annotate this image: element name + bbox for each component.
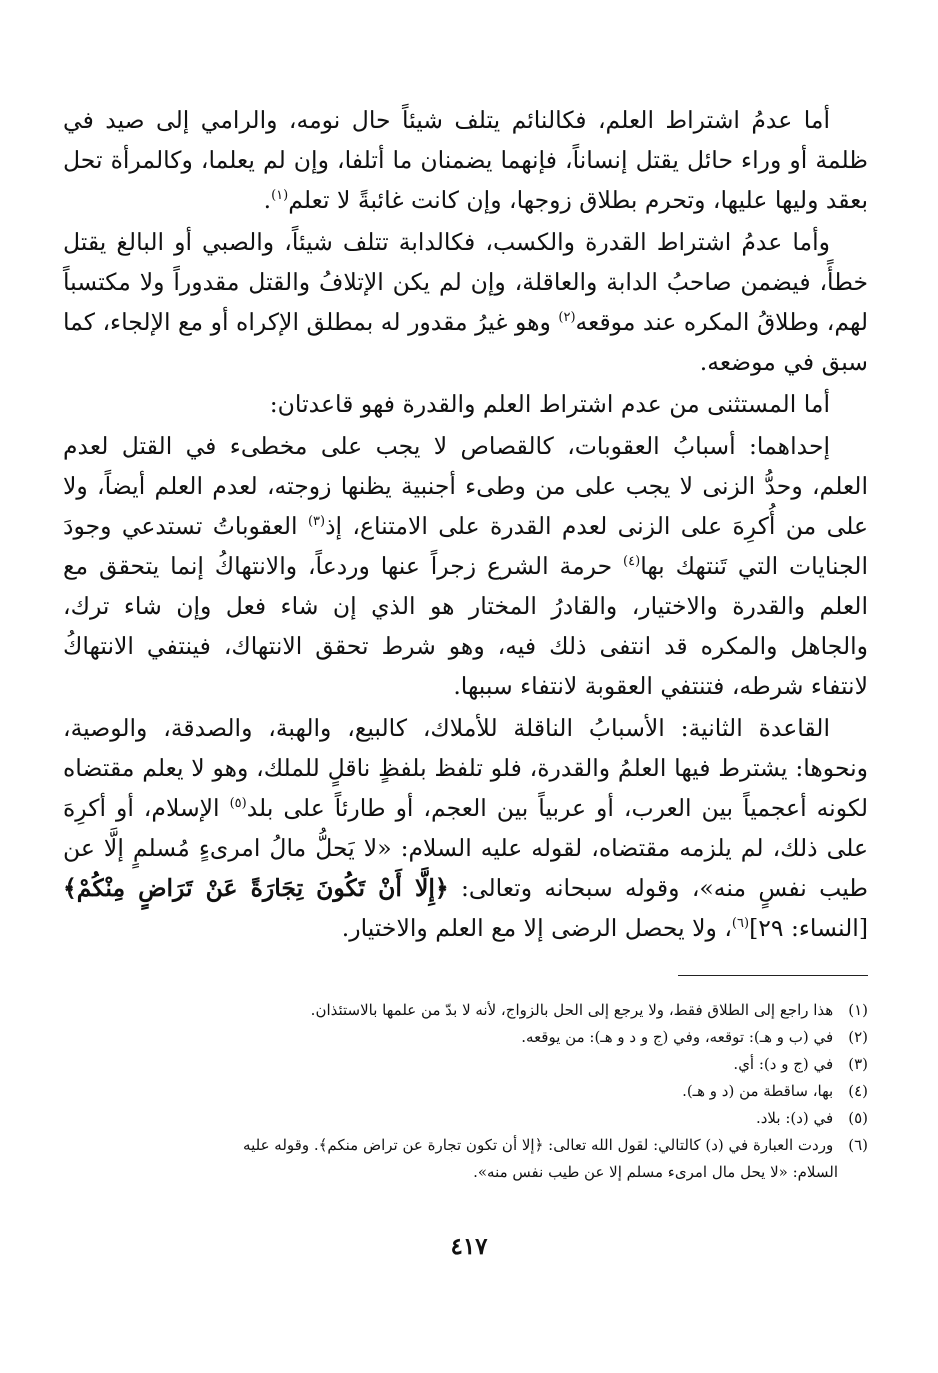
paragraph-5-text-a: القاعدة الثانية: الأسبابُ الناقلة للأملاك، كالبيع، والهبة، والصدقة، والوصية، ونحوها: يشترط فيها العلمُ والقدرة، فلو تلفظ بلفظٍ ناقلٍ للملك، وهو لا يعلم مقتضاه لكونه أعجمياً بين العرب، أو عربياً بين العجم، أو طارئاً على بلد	[63, 714, 868, 822]
footnote-ref-3[interactable]: (٣)	[307, 514, 326, 530]
paragraph-1-text-b: .	[263, 186, 272, 214]
paragraph-5-text-d: ، ولا يحصل الرضى إلا مع العلم والاختيار.	[341, 914, 732, 942]
paragraph-5-text-b: الإسلام، أو أكرِهَ على ذلك، لم يلزمه مقتضاه، لقوله عليه السلام: «لا يَحلُّ مالُ امرىءٍ مُسلمٍ إلَّا عن طيب نفسٍ منه»، وقوله سبحانه وتعالى:	[63, 794, 868, 902]
footnote-number: (٥)	[848, 1109, 868, 1127]
footnote-text: في (ب و هـ): توقعه، وفي (ج و د و هـ): من يوقعه.	[521, 1028, 834, 1046]
paragraph-2-text-b: وهو غيرُ مقدور له بمطلق الإكراه أو مع الإلجاء، كما سبق في موضعه.	[63, 308, 868, 376]
footnote-6-continuation: السلام: «لا يحل مال امرىء مسلم إلا عن طيب نفس منه».	[473, 1163, 838, 1181]
footnote-5	[63, 1105, 868, 1132]
paragraph-2	[63, 222, 868, 382]
footnote-text: بها، ساقطة من (د و هـ).	[682, 1082, 834, 1100]
footnote-text: في (د): بلاد.	[755, 1109, 834, 1127]
footnote-ref-6[interactable]: (٦)	[731, 916, 750, 932]
paragraph-4-text-c: حرمة الشرع زجراً عنها وردعاً، والانتهاكُ إنما يتحقق مع العلم والقدرة والاختيار، والقادرُ المختار هو الذي إن شاء فعل وإن شاء ترك، والجاهل والمكره قد انتفى ذلك فيه، وهو شرط تحقق الانتهاك، فينتفي الانتهاكُ لانتفاء شرطه، فتنتفي العقوبة لانتفاء سببها.	[63, 552, 868, 700]
footnote-ref-4[interactable]: (٤)	[623, 554, 641, 570]
footnote-number: (٢)	[848, 1028, 868, 1046]
footnote-ref-1[interactable]: (١)	[271, 188, 289, 204]
main-text-body	[63, 100, 868, 950]
footnote-separator	[678, 975, 868, 976]
paragraph-1	[63, 100, 868, 220]
page-number: ٤١٧	[450, 1233, 488, 1260]
paragraph-5	[63, 708, 868, 948]
footnote-text: في (ج و د): أي.	[733, 1055, 834, 1073]
footnote-ref-2[interactable]: (٢)	[558, 310, 576, 326]
footnote-number: (٣)	[848, 1055, 868, 1073]
footnotes-section	[63, 997, 868, 1186]
footnote-number: (٦)	[848, 1136, 868, 1154]
footnote-text: هذا راجع إلى الطلاق فقط، ولا يرجع إلى الحل بالزواج، لأنه لا بدّ من علمها بالاستئذان.	[310, 1001, 834, 1019]
footnote-text: وردت العبارة في (د) كالتالي: لقول الله تعالى: ﴿إلا أن تكون تجارة عن تراض منكم﴾. وقوله عليه	[243, 1136, 834, 1154]
footnote-ref-5[interactable]: (٥)	[229, 796, 247, 812]
footnote-2	[63, 1024, 868, 1051]
footnote-1	[63, 997, 868, 1024]
footnote-3	[63, 1051, 868, 1078]
paragraph-4	[63, 426, 868, 706]
paragraph-1-text-a: أما عدمُ اشتراط العلم، فكالنائم يتلف شيئاً حال نومه، والرامي إلى صيد في ظلمة أو وراء حائل يقتل إنساناً، فإنهما يضمنان ما أتلفا، وإن لم يعلما، وكالمرأة تحل بعقد وليها عليها، وتحرم بطلاق زوجها، وإن كانت غائبةً لا تعلم	[63, 106, 868, 214]
paragraph-4-text-b: العقوباتُ تستدعي وجودَ الجنايات التي تَنتهك بها	[63, 512, 868, 580]
paragraph-3: أما المستثنى من عدم اشتراط العلم والقدرة فهو قاعدتان:	[269, 390, 830, 418]
paragraph-2-text-a: وأما عدمُ اشتراط القدرة والكسب، فكالدابة تتلف شيئاً، والصبي أو البالغ يقتل خطأً، فيضمن صاحبُ الدابة والعاقلة، وإن لم يكن الإتلافُ والقتل مقدوراً ولا مكتسباً لهم، وطلاقُ المكره عند موقعه	[63, 228, 868, 336]
footnote-number: (١)	[848, 1001, 868, 1019]
quran-verse: ﴿إِلَّا أَنْ تَكُونَ تِجَارَةً عَنْ تَرَاضٍ مِنْكُمْ﴾	[63, 874, 449, 902]
footnote-number: (٤)	[848, 1082, 868, 1100]
footnote-4	[63, 1078, 868, 1105]
paragraph-5-text-c: [النساء: ٢٩]	[749, 914, 868, 942]
footnote-6	[63, 1132, 868, 1159]
paragraph-4-text-a: إحداهما: أسبابُ العقوبات، كالقصاص لا يجب على مخطىء في القتل لعدم العلم، وحدُّ الزنى لا يجب على من وطىء أجنبية يظنها زوجته، لعدم العلم أيضاً، ولا على من أُكرِهَ على الزنى لعدم القدرة على الامتناع، إذ	[63, 432, 868, 540]
